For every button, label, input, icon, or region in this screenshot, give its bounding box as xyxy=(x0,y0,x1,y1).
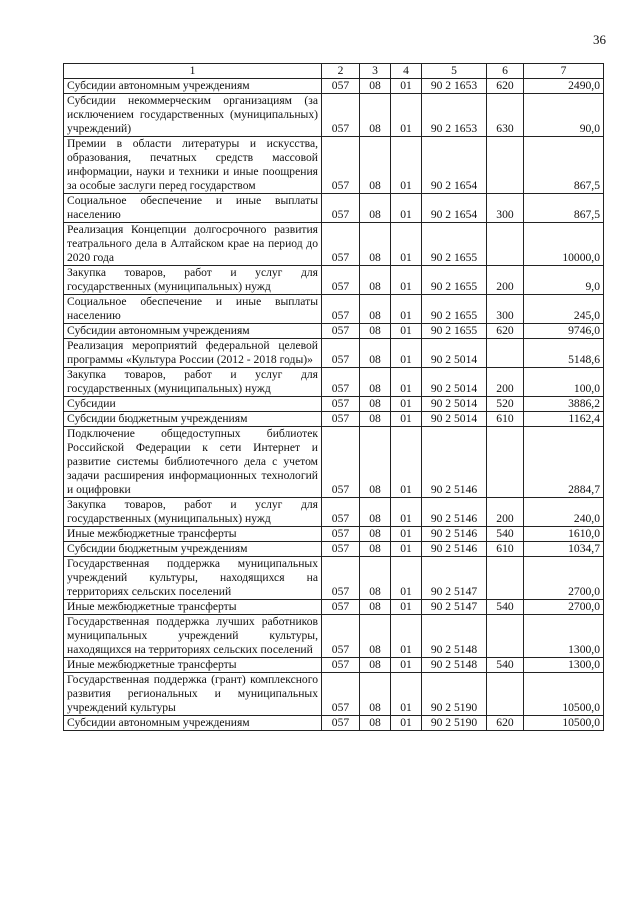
target-article-code: 90 2 1655 xyxy=(422,324,487,339)
table-row xyxy=(64,223,604,266)
column-header: 2 xyxy=(322,64,360,79)
table-row xyxy=(64,368,604,397)
section-code: 08 xyxy=(360,716,391,731)
table-row xyxy=(64,412,604,427)
table-row xyxy=(64,295,604,324)
column-header: 7 xyxy=(524,64,604,79)
subsection-code: 01 xyxy=(391,94,422,137)
expense-type-code: 200 xyxy=(487,368,524,397)
section-code: 08 xyxy=(360,397,391,412)
subsection-code: 01 xyxy=(391,557,422,600)
section-code: 08 xyxy=(360,412,391,427)
expense-type-code: 610 xyxy=(487,412,524,427)
subsection-code: 01 xyxy=(391,339,422,368)
table-row xyxy=(64,137,604,194)
ministry-code: 057 xyxy=(322,266,360,295)
column-header: 3 xyxy=(360,64,391,79)
amount-value: 9,0 xyxy=(524,266,604,295)
expense-type-code: 300 xyxy=(487,194,524,223)
target-article-code: 90 2 5148 xyxy=(422,615,487,658)
table-header-row xyxy=(64,64,604,79)
subsection-code: 01 xyxy=(391,716,422,731)
amount-value: 867,5 xyxy=(524,137,604,194)
column-header: 5 xyxy=(422,64,487,79)
ministry-code: 057 xyxy=(322,557,360,600)
target-article-code: 90 2 5014 xyxy=(422,368,487,397)
table-row xyxy=(64,658,604,673)
ministry-code: 057 xyxy=(322,79,360,94)
table-row xyxy=(64,94,604,137)
target-article-code: 90 2 5146 xyxy=(422,542,487,557)
amount-value: 1610,0 xyxy=(524,527,604,542)
row-name: Реализация мероприятий федеральной целевой программы «Культура России (2012 - 2018 годы)» xyxy=(64,339,322,368)
amount-value: 2700,0 xyxy=(524,557,604,600)
column-header: 4 xyxy=(391,64,422,79)
section-code: 08 xyxy=(360,339,391,368)
row-name: Субсидии бюджетным учреждениям xyxy=(64,542,322,557)
row-name: Закупка товаров, работ и услуг для государственных (муниципальных) нужд xyxy=(64,498,322,527)
target-article-code: 90 2 1655 xyxy=(422,266,487,295)
target-article-code: 90 2 1655 xyxy=(422,295,487,324)
row-name: Закупка товаров, работ и услуг для государственных (муниципальных) нужд xyxy=(64,368,322,397)
budget-table xyxy=(63,63,604,731)
row-name: Премии в области литературы и искусства, образования, печатных средств массовой информации, науки и техники и иные поощрения за особые заслуги перед государством xyxy=(64,137,322,194)
amount-value: 240,0 xyxy=(524,498,604,527)
target-article-code: 90 2 1655 xyxy=(422,223,487,266)
subsection-code: 01 xyxy=(391,658,422,673)
table-row xyxy=(64,266,604,295)
table-row xyxy=(64,716,604,731)
target-article-code: 90 2 5146 xyxy=(422,527,487,542)
amount-value: 245,0 xyxy=(524,295,604,324)
section-code: 08 xyxy=(360,324,391,339)
subsection-code: 01 xyxy=(391,223,422,266)
subsection-code: 01 xyxy=(391,79,422,94)
target-article-code: 90 2 1654 xyxy=(422,137,487,194)
row-name: Субсидии автономным учреждениям xyxy=(64,79,322,94)
table-row xyxy=(64,673,604,716)
subsection-code: 01 xyxy=(391,194,422,223)
expense-type-code xyxy=(487,673,524,716)
amount-value: 1162,4 xyxy=(524,412,604,427)
ministry-code: 057 xyxy=(322,498,360,527)
subsection-code: 01 xyxy=(391,368,422,397)
table-row xyxy=(64,600,604,615)
expense-type-code xyxy=(487,137,524,194)
table-body xyxy=(64,79,604,731)
ministry-code: 057 xyxy=(322,658,360,673)
row-name: Закупка товаров, работ и услуг для государственных (муниципальных) нужд xyxy=(64,266,322,295)
expense-type-code: 540 xyxy=(487,600,524,615)
section-code: 08 xyxy=(360,79,391,94)
ministry-code: 057 xyxy=(322,673,360,716)
amount-value: 3886,2 xyxy=(524,397,604,412)
subsection-code: 01 xyxy=(391,527,422,542)
subsection-code: 01 xyxy=(391,615,422,658)
expense-type-code xyxy=(487,557,524,600)
ministry-code: 057 xyxy=(322,542,360,557)
expense-type-code: 620 xyxy=(487,324,524,339)
target-article-code: 90 2 5014 xyxy=(422,339,487,368)
expense-type-code: 540 xyxy=(487,658,524,673)
section-code: 08 xyxy=(360,194,391,223)
ministry-code: 057 xyxy=(322,368,360,397)
amount-value: 10500,0 xyxy=(524,716,604,731)
table-row xyxy=(64,194,604,223)
table-row xyxy=(64,427,604,498)
section-code: 08 xyxy=(360,673,391,716)
ministry-code: 057 xyxy=(322,324,360,339)
table-row xyxy=(64,615,604,658)
amount-value: 10500,0 xyxy=(524,673,604,716)
subsection-code: 01 xyxy=(391,412,422,427)
subsection-code: 01 xyxy=(391,673,422,716)
table-row xyxy=(64,542,604,557)
section-code: 08 xyxy=(360,427,391,498)
subsection-code: 01 xyxy=(391,324,422,339)
ministry-code: 057 xyxy=(322,339,360,368)
section-code: 08 xyxy=(360,223,391,266)
ministry-code: 057 xyxy=(322,397,360,412)
amount-value: 10000,0 xyxy=(524,223,604,266)
target-article-code: 90 2 5146 xyxy=(422,498,487,527)
expense-type-code: 620 xyxy=(487,79,524,94)
subsection-code: 01 xyxy=(391,600,422,615)
subsection-code: 01 xyxy=(391,266,422,295)
page-number: 36 xyxy=(593,32,606,47)
target-article-code: 90 2 5146 xyxy=(422,427,487,498)
section-code: 08 xyxy=(360,557,391,600)
amount-value: 2700,0 xyxy=(524,600,604,615)
table-row xyxy=(64,527,604,542)
subsection-code: 01 xyxy=(391,295,422,324)
amount-value: 1034,7 xyxy=(524,542,604,557)
ministry-code: 057 xyxy=(322,427,360,498)
section-code: 08 xyxy=(360,600,391,615)
expense-type-code: 540 xyxy=(487,527,524,542)
section-code: 08 xyxy=(360,295,391,324)
table-row xyxy=(64,339,604,368)
row-name: Реализация Концепции долгосрочного развития театрального дела в Алтайском крае на период до 2020 года xyxy=(64,223,322,266)
target-article-code: 90 2 5014 xyxy=(422,397,487,412)
row-name: Иные межбюджетные трансферты xyxy=(64,527,322,542)
table-row xyxy=(64,324,604,339)
section-code: 08 xyxy=(360,368,391,397)
row-name: Субсидии автономным учреждениям xyxy=(64,324,322,339)
expense-type-code: 200 xyxy=(487,498,524,527)
amount-value: 867,5 xyxy=(524,194,604,223)
target-article-code: 90 2 5014 xyxy=(422,412,487,427)
row-name: Иные межбюджетные трансферты xyxy=(64,658,322,673)
expense-type-code: 520 xyxy=(487,397,524,412)
row-name: Субсидии бюджетным учреждениям xyxy=(64,412,322,427)
section-code: 08 xyxy=(360,527,391,542)
subsection-code: 01 xyxy=(391,427,422,498)
row-name: Социальное обеспечение и иные выплаты населению xyxy=(64,295,322,324)
ministry-code: 057 xyxy=(322,615,360,658)
ministry-code: 057 xyxy=(322,295,360,324)
ministry-code: 057 xyxy=(322,600,360,615)
expense-type-code xyxy=(487,339,524,368)
target-article-code: 90 2 5190 xyxy=(422,716,487,731)
row-name: Социальное обеспечение и иные выплаты населению xyxy=(64,194,322,223)
section-code: 08 xyxy=(360,615,391,658)
table-row xyxy=(64,79,604,94)
section-code: 08 xyxy=(360,94,391,137)
row-name: Подключение общедоступных библиотек Российской Федерации к сети Интернет и развитие системы библиотечного дела с учетом задачи расширения информационных технологий и оцифровки xyxy=(64,427,322,498)
section-code: 08 xyxy=(360,542,391,557)
expense-type-code xyxy=(487,615,524,658)
subsection-code: 01 xyxy=(391,137,422,194)
table-row xyxy=(64,397,604,412)
expense-type-code: 620 xyxy=(487,716,524,731)
column-header: 6 xyxy=(487,64,524,79)
subsection-code: 01 xyxy=(391,498,422,527)
expense-type-code: 610 xyxy=(487,542,524,557)
ministry-code: 057 xyxy=(322,137,360,194)
row-name: Субсидии некоммерческим организациям (за исключением государственных (муниципальных) учреждений) xyxy=(64,94,322,137)
section-code: 08 xyxy=(360,498,391,527)
row-name: Субсидии автономным учреждениям xyxy=(64,716,322,731)
row-name: Государственная поддержка муниципальных учреждений культуры, находящихся на территориях сельских поселений xyxy=(64,557,322,600)
expense-type-code xyxy=(487,223,524,266)
row-name: Государственная поддержка лучших работников муниципальных учреждений культуры, находящихся на территориях сельских поселений xyxy=(64,615,322,658)
ministry-code: 057 xyxy=(322,94,360,137)
expense-type-code: 300 xyxy=(487,295,524,324)
target-article-code: 90 2 1654 xyxy=(422,194,487,223)
ministry-code: 057 xyxy=(322,223,360,266)
table-row xyxy=(64,498,604,527)
amount-value: 90,0 xyxy=(524,94,604,137)
ministry-code: 057 xyxy=(322,716,360,731)
expense-type-code xyxy=(487,427,524,498)
target-article-code: 90 2 5147 xyxy=(422,600,487,615)
target-article-code: 90 2 5190 xyxy=(422,673,487,716)
row-name: Иные межбюджетные трансферты xyxy=(64,600,322,615)
ministry-code: 057 xyxy=(322,527,360,542)
expense-type-code: 200 xyxy=(487,266,524,295)
target-article-code: 90 2 5147 xyxy=(422,557,487,600)
amount-value: 1300,0 xyxy=(524,658,604,673)
expense-type-code: 630 xyxy=(487,94,524,137)
row-name: Государственная поддержка (грант) комплексного развития региональных и муниципальных учреждений культуры xyxy=(64,673,322,716)
table-row xyxy=(64,557,604,600)
amount-value: 1300,0 xyxy=(524,615,604,658)
amount-value: 9746,0 xyxy=(524,324,604,339)
target-article-code: 90 2 1653 xyxy=(422,79,487,94)
column-header: 1 xyxy=(64,64,322,79)
section-code: 08 xyxy=(360,137,391,194)
amount-value: 2490,0 xyxy=(524,79,604,94)
amount-value: 100,0 xyxy=(524,368,604,397)
target-article-code: 90 2 5148 xyxy=(422,658,487,673)
amount-value: 5148,6 xyxy=(524,339,604,368)
subsection-code: 01 xyxy=(391,397,422,412)
section-code: 08 xyxy=(360,266,391,295)
ministry-code: 057 xyxy=(322,194,360,223)
amount-value: 2884,7 xyxy=(524,427,604,498)
ministry-code: 057 xyxy=(322,412,360,427)
subsection-code: 01 xyxy=(391,542,422,557)
row-name: Субсидии xyxy=(64,397,322,412)
target-article-code: 90 2 1653 xyxy=(422,94,487,137)
section-code: 08 xyxy=(360,658,391,673)
